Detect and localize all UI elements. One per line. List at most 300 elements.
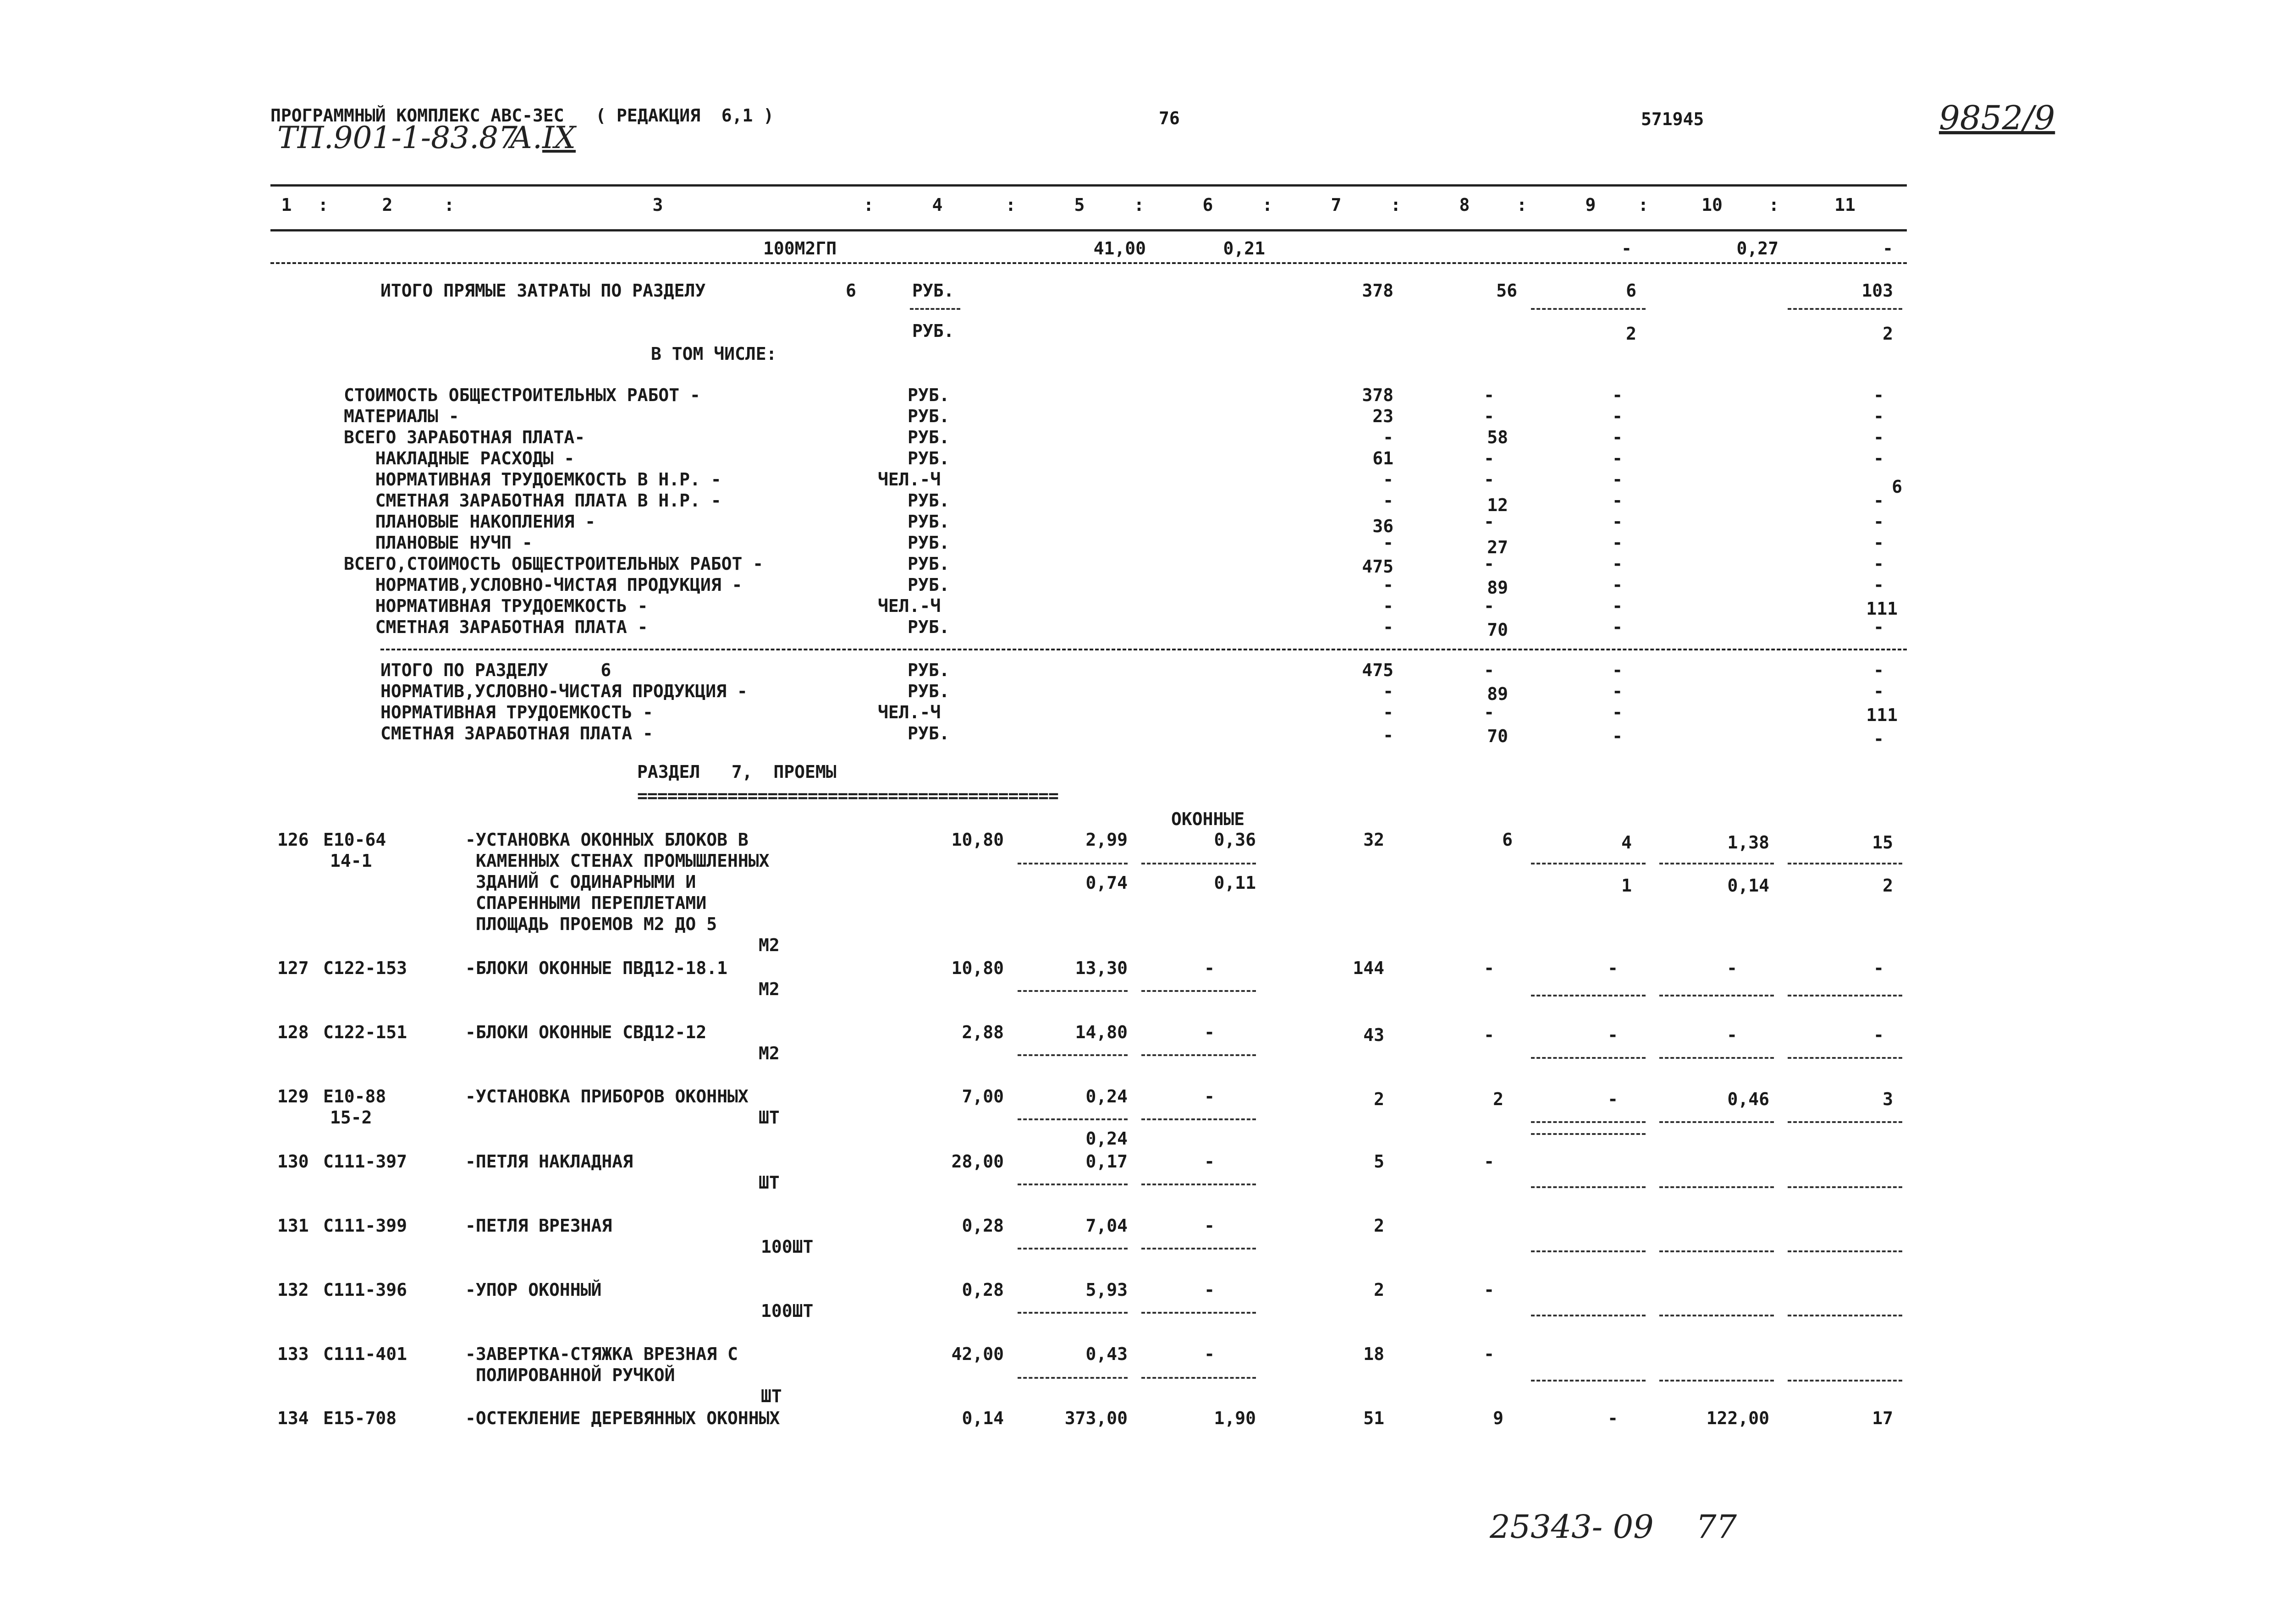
rule — [1788, 1121, 1902, 1123]
cell-c11b: 2 — [1883, 875, 1893, 896]
item-c8: 58 — [1487, 427, 1508, 447]
item-c9: - — [1612, 702, 1623, 722]
item-number: 133 — [277, 1344, 309, 1364]
item-c7: - — [1383, 575, 1393, 595]
item-desc: -УСТАНОВКА ОКОННЫХ БЛОКОВ В — [465, 830, 749, 850]
cell-c10: 1,38 — [1727, 832, 1769, 853]
col-header: 1 — [281, 195, 292, 215]
rule — [1531, 1380, 1646, 1382]
totals-unit: РУБ. — [912, 321, 954, 341]
rule — [1788, 1057, 1902, 1059]
rule — [1788, 863, 1902, 864]
document-code: 571945 — [1641, 109, 1704, 129]
item-c11: - — [1873, 406, 1884, 426]
item-unit: РУБ. — [908, 660, 950, 680]
item-unit: М2 — [759, 979, 780, 999]
rule — [1018, 1377, 1128, 1379]
item-c11: 6 — [1892, 477, 1902, 497]
rule — [1531, 308, 1646, 310]
item-code: Е15-708 — [323, 1408, 397, 1428]
item-c9: - — [1612, 448, 1623, 468]
col-separator: : — [318, 195, 329, 215]
item-desc: КАМЕННЫХ СТЕНАХ ПРОМЫШЛЕННЫХ — [465, 851, 770, 871]
item-unit: 100ШТ — [761, 1237, 814, 1257]
rule — [1659, 1315, 1774, 1316]
cell-c11: - — [1873, 958, 1884, 978]
item-code: С111-397 — [323, 1151, 407, 1172]
item-c8: 89 — [1487, 684, 1508, 704]
item-c11: - — [1873, 427, 1884, 447]
col-separator: : — [1134, 195, 1145, 215]
table-top-rule — [270, 184, 1907, 187]
sheet-number: 77 — [1696, 1508, 1737, 1546]
item-c8: - — [1484, 554, 1494, 574]
item-unit: РУБ. — [908, 681, 950, 701]
item-code: С111-401 — [323, 1344, 407, 1364]
rule — [1141, 1118, 1256, 1120]
item-label: ПЛАНОВЫЕ НАКОПЛЕНИЯ - — [344, 512, 596, 532]
item-unit: РУБ. — [908, 554, 950, 574]
item-c9: - — [1612, 575, 1623, 595]
col-separator: : — [863, 195, 874, 215]
item-c7: 36 — [1372, 516, 1393, 536]
rule — [1788, 1250, 1902, 1252]
cell-c5b: 0,24 — [1085, 1129, 1128, 1149]
cell-c10: 0,27 — [1736, 238, 1778, 259]
rule — [1141, 990, 1256, 992]
item-c8: - — [1484, 448, 1494, 468]
cell-c10: 0,46 — [1727, 1089, 1769, 1109]
item-unit: М2 — [759, 1043, 780, 1063]
item-label: СМЕТНАЯ ЗАРАБОТНАЯ ПЛАТА В Н.Р. - — [344, 490, 721, 511]
item-unit: РУБ. — [908, 617, 950, 637]
totals-label: ИТОГО ПРЯМЫЕ ЗАТРАТЫ ПО РАЗДЕЛУ — [380, 281, 706, 301]
rule — [1788, 1380, 1902, 1382]
cell-c6: - — [1204, 1151, 1215, 1172]
rule — [1531, 1250, 1646, 1252]
rule — [1531, 1121, 1646, 1123]
cell-c9: - — [1621, 238, 1632, 259]
col-header: 2 — [382, 195, 393, 215]
rule — [1788, 995, 1902, 996]
rule — [1018, 1118, 1128, 1120]
item-desc: ПЛОЩАДЬ ПРОЕМОВ М2 ДО 5 — [465, 914, 717, 934]
item-c7: - — [1383, 533, 1393, 553]
item-number: 132 — [277, 1280, 309, 1300]
rule — [1141, 863, 1256, 864]
rule — [1141, 1377, 1256, 1379]
col-header: 7 — [1331, 195, 1342, 215]
cell-c6: 0,21 — [1223, 238, 1265, 259]
col-header: 3 — [652, 195, 663, 215]
handwritten-reference: 9852/9 — [1939, 99, 2055, 137]
cell-c11: 3 — [1883, 1089, 1893, 1109]
item-unit: РУБ. — [908, 533, 950, 553]
item-c8: 70 — [1487, 620, 1508, 640]
item-unit: ЧЕЛ.-Ч — [878, 596, 941, 616]
rule — [270, 262, 1907, 264]
item-c7: - — [1383, 469, 1393, 490]
item-unit: ШТ — [759, 1107, 780, 1128]
item-c8: - — [1484, 596, 1494, 616]
item-c8: - — [1484, 660, 1494, 680]
cell-c10b: 0,14 — [1727, 875, 1769, 896]
cell-c8: - — [1484, 1344, 1494, 1364]
totals-c9: 6 — [1626, 281, 1636, 301]
item-code: С122-151 — [323, 1022, 407, 1042]
item-label: СТОИМОСТЬ ОБЩЕСТРОИТЕЛЬНЫХ РАБОТ - — [344, 385, 700, 405]
col-header: 5 — [1074, 195, 1085, 215]
item-unit: РУБ. — [908, 723, 950, 743]
cell-c4: 7,00 — [962, 1086, 1004, 1107]
item-c9: - — [1612, 596, 1623, 616]
cell-c7: 32 — [1363, 830, 1384, 850]
item-c7: - — [1383, 490, 1393, 511]
rule — [1141, 1184, 1256, 1185]
rule — [1531, 1057, 1646, 1059]
rule — [1531, 1133, 1646, 1135]
col-header: 10 — [1701, 195, 1723, 215]
rule — [1018, 990, 1128, 992]
item-label: НОРМАТИВНАЯ ТРУДОЕМКОСТЬ - — [344, 596, 648, 616]
cell-c5: 14,80 — [1075, 1022, 1128, 1042]
item-label: НАКЛАДНЫЕ РАСХОДЫ - — [344, 448, 575, 468]
cell-c5: 373,00 — [1064, 1408, 1128, 1428]
cell-c4: 10,80 — [951, 830, 1004, 850]
item-label: НОРМАТИВ,УСЛОВНО-ЧИСТАЯ ПРОДУКЦИЯ - — [380, 681, 748, 701]
item-label: МАТЕРИАЛЫ - — [344, 406, 459, 426]
cell-c10: 122,00 — [1706, 1408, 1769, 1428]
col-header: 4 — [932, 195, 943, 215]
rule — [1531, 1186, 1646, 1188]
cell-c7: 144 — [1353, 958, 1384, 978]
item-c11: - — [1873, 660, 1884, 680]
section-underline: ========================================== — [637, 786, 1058, 806]
rule — [1531, 1315, 1646, 1316]
item-code: Е10-64 — [323, 830, 386, 850]
item-unit: ЧЕЛ.-Ч — [878, 702, 941, 722]
item-c7: - — [1383, 596, 1393, 616]
item-code2: 14-1 — [330, 851, 372, 871]
cell-c5: 5,93 — [1085, 1280, 1128, 1300]
cell-c8: - — [1484, 958, 1494, 978]
item-c8: - — [1484, 702, 1494, 722]
cell-c8: - — [1484, 1151, 1494, 1172]
rule — [1659, 1186, 1774, 1188]
cell-c4: 0,14 — [962, 1408, 1004, 1428]
cell-c5: 0,43 — [1085, 1344, 1128, 1364]
item-c11: - — [1873, 385, 1884, 405]
item-desc: -БЛОКИ ОКОННЫЕ СВД12-12 — [465, 1022, 707, 1042]
cell-c10: - — [1727, 958, 1737, 978]
item-number: 129 — [277, 1086, 309, 1107]
cell-c9b: 1 — [1621, 875, 1632, 896]
rule — [1788, 1186, 1902, 1188]
item-c7: - — [1383, 725, 1393, 745]
cell-c8: 2 — [1493, 1089, 1503, 1109]
item-c11: - — [1873, 554, 1884, 574]
album-roman: IX — [542, 120, 576, 155]
item-c7: - — [1383, 702, 1393, 722]
item-unit: ШТ — [761, 1386, 782, 1406]
item-desc: -ЗАВЕРТКА-СТЯЖКА ВРЕЗНАЯ С — [465, 1344, 738, 1364]
item-c9: - — [1612, 533, 1623, 553]
item-c9: - — [1612, 660, 1623, 680]
item-c9: - — [1612, 554, 1623, 574]
item-label: НОРМАТИВНАЯ ТРУДОЕМКОСТЬ - — [380, 702, 653, 722]
item-number: 134 — [277, 1408, 309, 1428]
including-label: В ТОМ ЧИСЛЕ: — [651, 344, 777, 364]
item-label: СМЕТНАЯ ЗАРАБОТНАЯ ПЛАТА - — [380, 723, 653, 743]
item-label: НОРМАТИВ,УСЛОВНО-ЧИСТАЯ ПРОДУКЦИЯ - — [344, 575, 743, 595]
item-desc: -УСТАНОВКА ПРИБОРОВ ОКОННЫХ — [465, 1086, 749, 1107]
item-unit: РУБ. — [908, 490, 950, 511]
item-c8: 70 — [1487, 726, 1508, 746]
item-number: 127 — [277, 958, 309, 978]
album-prefix: А. — [510, 120, 542, 155]
item-code: С111-396 — [323, 1280, 407, 1300]
cell-c5b: 0,74 — [1085, 873, 1128, 893]
item-unit: 100ШТ — [761, 1301, 814, 1321]
item-unit: ШТ — [759, 1173, 780, 1193]
item-label: СМЕТНАЯ ЗАРАБОТНАЯ ПЛАТА - — [344, 617, 648, 637]
rule — [1141, 1312, 1256, 1314]
cell-c6b: 0,11 — [1214, 873, 1256, 893]
archive-number: 25343- 09 — [1490, 1508, 1654, 1546]
item-unit: РУБ. — [908, 575, 950, 595]
cell-c4: 0,28 — [962, 1280, 1004, 1300]
rule — [1659, 1380, 1774, 1382]
item-c7: 61 — [1372, 448, 1393, 468]
item-unit: ЧЕЛ.-Ч — [878, 469, 941, 490]
cell-c8: 6 — [1502, 830, 1513, 850]
item-c7: - — [1383, 427, 1393, 447]
cell-c9: 4 — [1621, 832, 1632, 853]
item-label: ИТОГО ПО РАЗДЕЛУ 6 — [380, 660, 611, 680]
totals-unit: РУБ. — [912, 281, 954, 301]
item-c11: - — [1873, 448, 1884, 468]
item-c7: 475 — [1362, 556, 1393, 577]
rule — [380, 649, 1907, 650]
item-c8: 27 — [1487, 537, 1508, 557]
rule — [1018, 1312, 1128, 1314]
item-number: 130 — [277, 1151, 309, 1172]
rule — [1659, 863, 1774, 864]
item-unit: РУБ. — [908, 448, 950, 468]
program-name: ПРОГРАММНЫЙ КОМПЛЕКС АВС-ЗЕС ( РЕДАКЦИЯ 6,1 ) — [270, 105, 774, 126]
col-separator: : — [1638, 195, 1649, 215]
item-c9: - — [1612, 490, 1623, 511]
item-c8: - — [1484, 469, 1494, 490]
cell-c5: 7,04 — [1085, 1216, 1128, 1236]
item-unit: РУБ. — [908, 406, 950, 426]
item-number: 131 — [277, 1216, 309, 1236]
cell-c5: 2,99 — [1085, 830, 1128, 850]
item-code: Е10-88 — [323, 1086, 386, 1107]
rule — [1659, 1250, 1774, 1252]
item-c11: 111 — [1866, 705, 1898, 725]
cell-c6: - — [1204, 1086, 1215, 1107]
item-c11: - — [1873, 617, 1884, 637]
item-label: НОРМАТИВНАЯ ТРУДОЕМКОСТЬ В Н.Р. - — [344, 469, 721, 490]
rule — [1531, 995, 1646, 996]
cell-c5: 41,00 — [1093, 238, 1146, 259]
item-c9: - — [1612, 406, 1623, 426]
doc-title: ТП.901-1-83.87 — [277, 120, 518, 155]
col6-note: ОКОННЫЕ — [1171, 809, 1245, 829]
item-c9: - — [1612, 512, 1623, 532]
cell-c7: 43 — [1363, 1025, 1384, 1045]
col-header: 11 — [1834, 195, 1856, 215]
cell-c4: 2,88 — [962, 1022, 1004, 1042]
cell-c8: - — [1484, 1025, 1494, 1045]
totals-c8: 56 — [1496, 281, 1517, 301]
cell-c7: 51 — [1363, 1408, 1384, 1428]
cell-c11: - — [1873, 1025, 1884, 1045]
item-label: ВСЕГО,СТОИМОСТЬ ОБЩЕСТРОИТЕЛЬНЫХ РАБОТ - — [344, 554, 764, 574]
section-title: РАЗДЕЛ 7, ПРОЕМЫ — [637, 762, 837, 782]
item-code2: 15-2 — [330, 1107, 372, 1128]
item-label: ВСЕГО ЗАРАБОТНАЯ ПЛАТА- — [344, 427, 585, 447]
cell-c6: 0,36 — [1214, 830, 1256, 850]
cell-c8: - — [1484, 1280, 1494, 1300]
item-c9: - — [1612, 726, 1623, 746]
item-c11: - — [1873, 490, 1884, 511]
cell-c4: 0,28 — [962, 1216, 1004, 1236]
item-label: ПЛАНОВЫЕ НУЧП - — [344, 533, 533, 553]
rule — [1659, 1121, 1774, 1123]
totals-c11: 103 — [1861, 281, 1893, 301]
item-code: С111-399 — [323, 1216, 407, 1236]
item-unit: РУБ. — [908, 512, 950, 532]
col-separator: : — [1516, 195, 1527, 215]
cell-c4: 10,80 — [951, 958, 1004, 978]
item-desc: -БЛОКИ ОКОННЫЕ ПВД12-18.1 — [465, 958, 727, 978]
col-header: 9 — [1585, 195, 1596, 215]
header-bottom-rule — [270, 229, 1907, 231]
rule — [1018, 1248, 1128, 1250]
item-unit: РУБ. — [908, 427, 950, 447]
totals-c11b: 2 — [1883, 324, 1893, 344]
cell-c7: 2 — [1374, 1216, 1384, 1236]
item-c11: - — [1873, 533, 1884, 553]
item-c8: - — [1484, 385, 1494, 405]
item-unit: М2 — [759, 935, 780, 955]
item-c7: - — [1383, 617, 1393, 637]
cell-c9: - — [1608, 1025, 1618, 1045]
col-separator: : — [444, 195, 455, 215]
col-separator: : — [1768, 195, 1779, 215]
cell-c7: 2 — [1374, 1089, 1384, 1109]
cell-c5: 0,17 — [1085, 1151, 1128, 1172]
rule — [1141, 1054, 1256, 1056]
item-c9: - — [1612, 617, 1623, 637]
cell-c11: 17 — [1872, 1408, 1893, 1428]
rule — [1531, 863, 1646, 864]
item-c7: - — [1383, 681, 1393, 701]
item-c9: - — [1612, 469, 1623, 490]
album-label — [510, 120, 576, 155]
cell-c7: 18 — [1363, 1344, 1384, 1364]
item-c8: 89 — [1487, 578, 1508, 598]
cell-c6: - — [1204, 1216, 1215, 1236]
item-c9: - — [1612, 385, 1623, 405]
rule — [1788, 308, 1902, 310]
rule — [910, 308, 960, 310]
totals-c7: 378 — [1362, 281, 1393, 301]
item-unit: РУБ. — [908, 385, 950, 405]
cell-c7: 5 — [1374, 1151, 1384, 1172]
cell-c5: 13,30 — [1075, 958, 1128, 978]
cell-c6: - — [1204, 958, 1215, 978]
item-c7: 378 — [1362, 385, 1393, 405]
rule — [1659, 995, 1774, 996]
item-number: 128 — [277, 1022, 309, 1042]
cell-c6: 1,90 — [1214, 1408, 1256, 1428]
item-c8: - — [1484, 512, 1494, 532]
rule — [1788, 1315, 1902, 1316]
totals-section: 6 — [846, 281, 856, 301]
item-desc: СПАРЕННЫМИ ПЕРЕПЛЕТАМИ — [465, 893, 707, 913]
rule — [1018, 1184, 1128, 1185]
item-c8: 12 — [1487, 495, 1508, 515]
rule — [1141, 1248, 1256, 1250]
item-desc: -ПЕТЛЯ ВРЕЗНАЯ — [465, 1216, 612, 1236]
item-c11: - — [1873, 729, 1884, 749]
cell-c4: 28,00 — [951, 1151, 1004, 1172]
cell-c4: 42,00 — [951, 1344, 1004, 1364]
cell-c11: 15 — [1872, 832, 1893, 853]
col-separator: : — [1005, 195, 1016, 215]
col-header: 6 — [1202, 195, 1213, 215]
item-c11: - — [1873, 575, 1884, 595]
cell-c9: - — [1608, 958, 1618, 978]
page-number: 76 — [1159, 108, 1180, 128]
item-c9: - — [1612, 681, 1623, 701]
totals-c9b: 2 — [1626, 324, 1636, 344]
rule — [1659, 1057, 1774, 1059]
item-c8: - — [1484, 406, 1494, 426]
item-c11: 111 — [1866, 599, 1898, 619]
item-desc: ПОЛИРОВАННОЙ РУЧКОЙ — [465, 1365, 675, 1385]
cell-c10: - — [1727, 1025, 1737, 1045]
unit: 100М2ГП — [763, 238, 837, 259]
cell-c9: - — [1608, 1408, 1618, 1428]
item-desc: -ОСТЕКЛЕНИЕ ДЕРЕВЯННЫХ ОКОННЫХ — [465, 1408, 780, 1428]
item-c9: - — [1612, 427, 1623, 447]
item-c7: 23 — [1372, 406, 1393, 426]
cell-c6: - — [1204, 1022, 1215, 1042]
rule — [1018, 1054, 1128, 1056]
item-desc: -ПЕТЛЯ НАКЛАДНАЯ — [465, 1151, 633, 1172]
cell-c5: 0,24 — [1085, 1086, 1128, 1107]
cell-c7: 2 — [1374, 1280, 1384, 1300]
cell-c6: - — [1204, 1280, 1215, 1300]
rule — [1018, 863, 1128, 864]
col-separator: : — [1262, 195, 1273, 215]
item-c11: - — [1873, 681, 1884, 701]
item-c7: 475 — [1362, 660, 1393, 680]
cell-c9: - — [1608, 1089, 1618, 1109]
cell-c6: - — [1204, 1344, 1215, 1364]
cell-c11: - — [1883, 238, 1893, 259]
item-code: С122-153 — [323, 958, 407, 978]
item-desc: -УПОР ОКОННЫЙ — [465, 1280, 602, 1300]
cell-c8: 9 — [1493, 1408, 1503, 1428]
col-header: 8 — [1459, 195, 1470, 215]
item-c11: - — [1873, 512, 1884, 532]
col-separator: : — [1390, 195, 1401, 215]
